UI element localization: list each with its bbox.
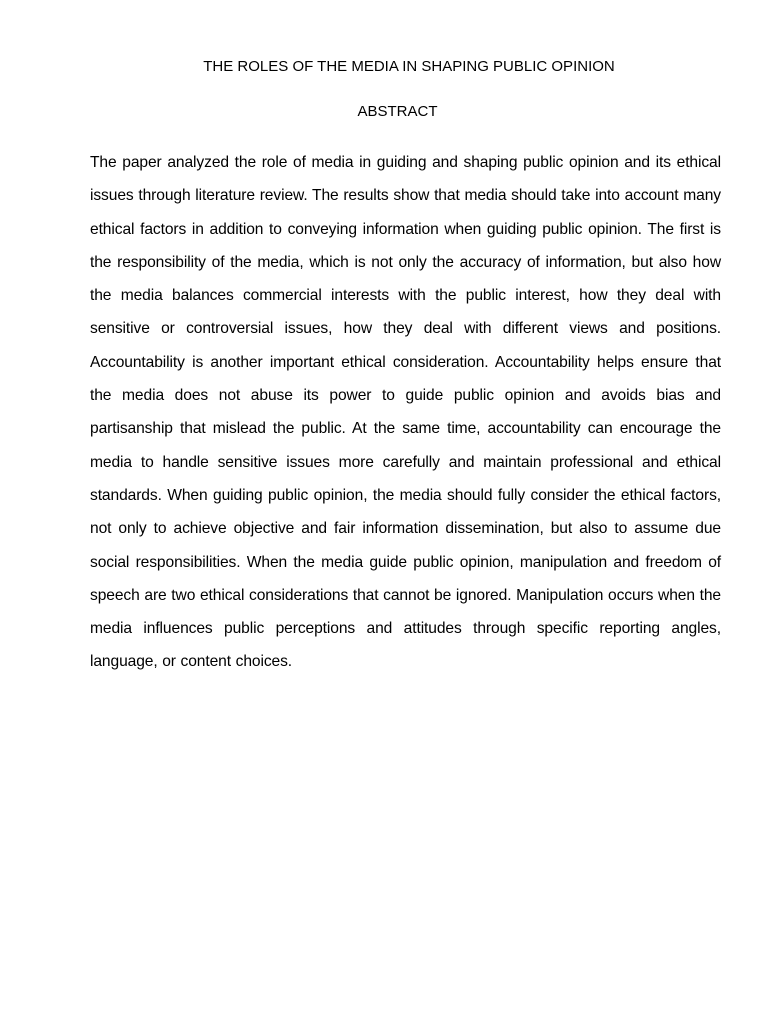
abstract-heading: ABSTRACT — [357, 103, 438, 120]
document-title: THE ROLES OF THE MEDIA IN SHAPING PUBLIC OPINION — [203, 58, 615, 75]
abstract-paragraph: The paper analyzed the role of media in guiding and shaping public opinion and its ethical issues through literature review. The results show that media should take into account many ethical factors in addition to conveying information when guiding public opinion. The first is the responsibility of the media, which is not only the accuracy of information, but also how the media balances commercial interests with the public interest, how they deal with sensitive or controversial issues, how they deal with different views and positions. Accountability is another important ethical consideration. Accountability helps ensure that the media does not abuse its power to guide public opinion and avoids bias and partisanship that mislead the public. At the same time, accountability can encourage the media to handle sensitive issues more carefully and maintain professional and ethical standards. When guiding public opinion, the media should fully consider the ethical factors, not only to achieve objective and fair information dissemination, but also to assume due social responsibilities. When the media guide public opinion, manipulation and freedom of speech are two ethical considerations that cannot be ignored. Manipulation occurs when the media influences public perceptions and attitudes through specific reporting angles, language, or content choices. — [90, 154, 721, 671]
